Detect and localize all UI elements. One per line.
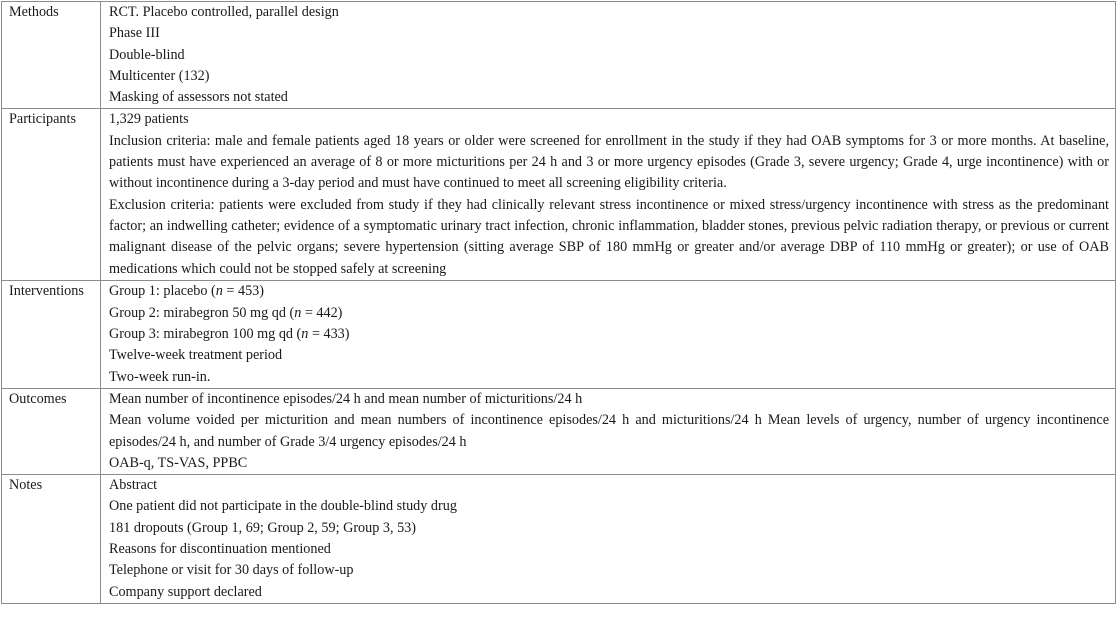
row-label-notes: Notes xyxy=(2,475,101,604)
intervention-group-2 xyxy=(109,303,1109,324)
row-value-interventions xyxy=(101,281,1116,388)
methods-line: Multicenter (132) xyxy=(109,67,210,84)
group-2-suffix: = 442) xyxy=(301,304,343,321)
row-value-methods xyxy=(101,2,1116,109)
table-row-notes xyxy=(2,475,1116,604)
table-row-methods xyxy=(2,2,1116,109)
exclusion-criteria: Exclusion criteria: patients were excluded from study if they had clinically relevant stress incontinence or mixed stress/urgency incontinence with stress as the predominant factor; an indwelling catheter; evidence of a symptomatic urinary tract infection, chronic inflammation, bladder stones, previous pelvic radiation therapy, or previous or current malignant disease of the pelvic organs; severe hypertension (sitting average SBP of 180 mmHg or greater and/or average DBP of 110 mmHg or greater); or use of OAB medications which could not be stopped safely at screening xyxy=(109,196,1109,277)
group-3-suffix: = 433) xyxy=(308,326,350,343)
group-3-prefix: Group 3: mirabegron 100 mg qd ( xyxy=(109,326,302,343)
methods-line: RCT. Placebo controlled, parallel design xyxy=(109,4,339,20)
outcome-secondary: Mean volume voided per micturition and mean numbers of incontinence episodes/24 h and micturitions/24 h Mean levels of urgency, number of urgency incontinence episodes/24 h, and number of Grade 3/4 urgency episodes/24 h xyxy=(109,412,1109,450)
group-2-n: n xyxy=(294,304,302,321)
group-2-prefix: Group 2: mirabegron 50 mg qd ( xyxy=(109,304,295,321)
row-value-outcomes xyxy=(101,388,1116,474)
intervention-group-1 xyxy=(109,281,1109,302)
run-in-period: Two-week run-in. xyxy=(109,368,211,385)
notes-line: Company support declared xyxy=(109,583,262,600)
methods-line: Masking of assessors not stated xyxy=(109,89,288,106)
study-characteristics-table xyxy=(1,1,1116,604)
participants-count: 1,329 patients xyxy=(109,111,189,128)
group-1-suffix: = 453) xyxy=(222,283,264,300)
row-value-participants xyxy=(101,109,1116,281)
methods-line: Phase III xyxy=(109,25,160,42)
table-row-participants xyxy=(2,109,1116,281)
table-row-outcomes xyxy=(2,388,1116,474)
notes-line: One patient did not participate in the double-blind study drug xyxy=(109,498,457,515)
row-value-notes xyxy=(101,475,1116,604)
notes-line: 181 dropouts (Group 1, 69; Group 2, 59; Group 3, 53) xyxy=(109,519,416,536)
table-row-interventions xyxy=(2,281,1116,388)
row-label-participants: Participants xyxy=(2,109,101,281)
notes-line: Reasons for discontinuation mentioned xyxy=(109,541,331,558)
group-3-n: n xyxy=(301,326,309,343)
row-label-interventions: Interventions xyxy=(2,281,101,388)
notes-line: Abstract xyxy=(109,477,158,494)
treatment-period: Twelve-week treatment period xyxy=(109,347,283,364)
row-label-outcomes: Outcomes xyxy=(2,388,101,474)
group-1-prefix: Group 1: placebo ( xyxy=(109,283,216,300)
row-label-methods: Methods xyxy=(2,2,101,109)
outcome-primary: Mean number of incontinence episodes/24 h and mean number of micturitions/24 h xyxy=(109,390,583,407)
intervention-group-3 xyxy=(109,324,1109,345)
notes-line: Telephone or visit for 30 days of follow-up xyxy=(109,562,354,579)
inclusion-criteria: Inclusion criteria: male and female patients aged 18 years or older were screened for enrollment in the study if they had OAB symptoms for 3 or more months. At baseline, patients must have experienced an average of 8 or more micturitions per 24 h and 3 or more urgency episodes (Grade 3, severe urgency; Grade 4, urge incontinence) with or without incontinence during a 3-day period and must have continued to meet all screening eligibility criteria. xyxy=(109,132,1109,192)
methods-line: Double-blind xyxy=(109,46,185,63)
group-1-n: n xyxy=(215,283,223,300)
outcome-questionnaires: OAB-q, TS-VAS, PPBC xyxy=(109,454,248,471)
